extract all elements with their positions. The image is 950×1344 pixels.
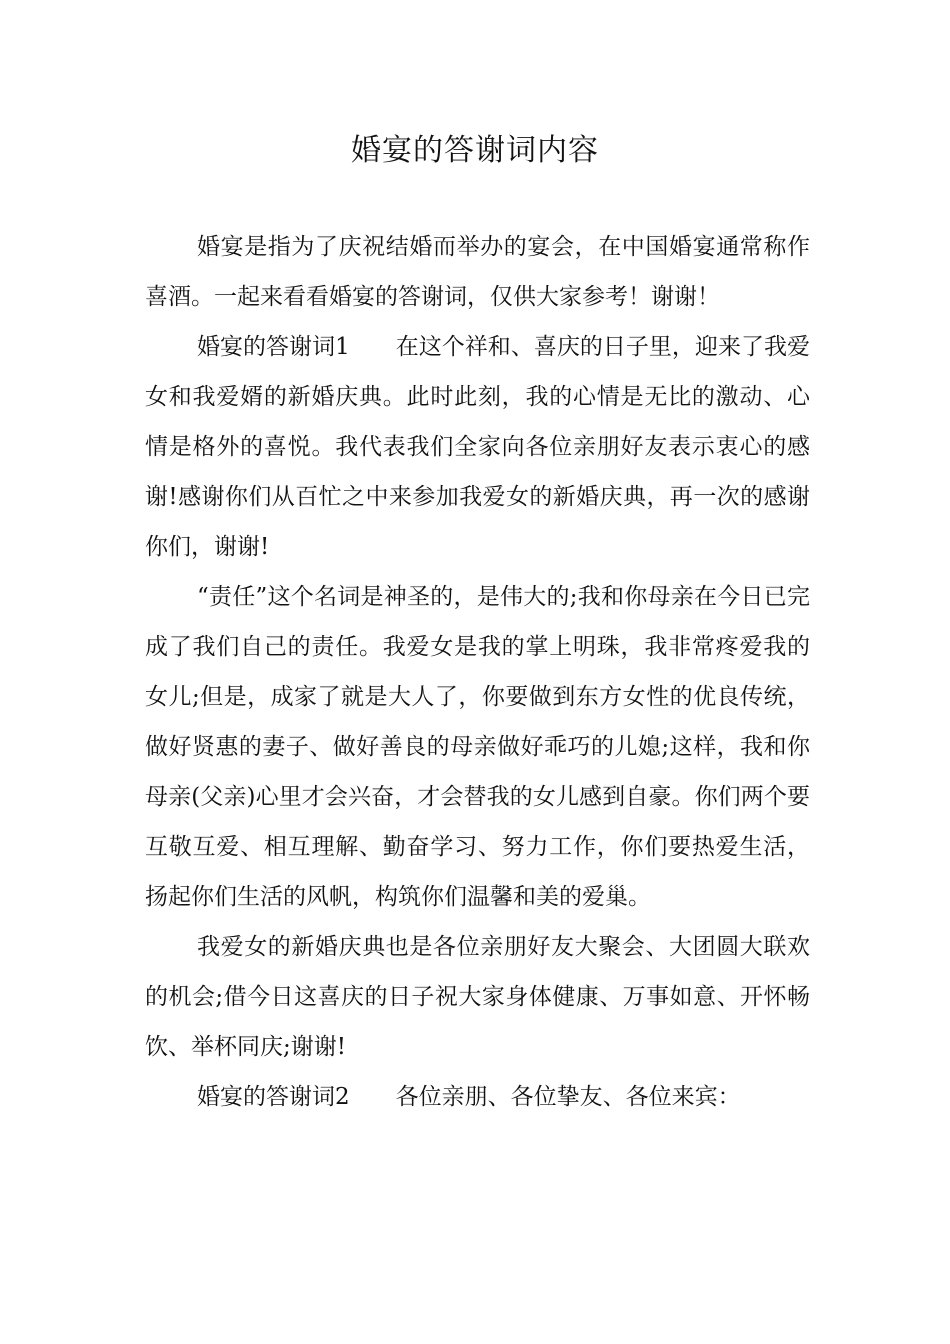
section-heading: 婚宴的答谢词2 bbox=[197, 1084, 350, 1110]
paragraph-text: 各位亲朋、各位挚友、各位来宾： bbox=[395, 1084, 741, 1110]
section-heading: 婚宴的答谢词1 bbox=[197, 334, 350, 360]
document-title: 婚宴的答谢词内容 bbox=[351, 133, 599, 168]
document-body bbox=[145, 222, 810, 1122]
paragraph-text: 婚宴是指为了庆祝结婚而举办的宴会，在中国婚宴通常称作喜酒。一起来看看婚宴的答谢词，仅供大家参考！谢谢！ bbox=[145, 234, 810, 310]
paragraph-text: 在这个祥和、喜庆的日子里，迎来了我爱女和我爱婿的新婚庆典。此时此刻，我的心情是无比的激动、心情是格外的喜悦。我代表我们全家向各位亲朋好友表示衷心的感谢!感谢你们从百忙之中来参加我爱女的新婚庆典，再一次的感谢你们，谢谢! bbox=[145, 334, 811, 560]
paragraph-speech-2 bbox=[145, 1072, 810, 1122]
paragraph-gathering bbox=[145, 922, 810, 1072]
paragraph-intro bbox=[145, 222, 810, 322]
paragraph-speech-1 bbox=[145, 322, 810, 572]
paragraph-responsibility bbox=[145, 572, 810, 922]
paragraph-text: “责任”这个名词是神圣的，是伟大的;我和你母亲在今日已完成了我们自己的责任。我爱女是我的掌上明珠，我非常疼爱我的女儿;但是，成家了就是大人了，你要做到东方女性的优良传统，做好贤惠的妻子、做好善良的母亲做好乖巧的儿媳;这样，我和你母亲(父亲)心里才会兴奋，才会替我的女儿感到自豪。你们两个要互敬互爱、相互理解、勤奋学习、努力工作，你们要热爱生活，扬起你们生活的风帆，构筑你们温馨和美的爱巢。 bbox=[145, 584, 810, 910]
paragraph-text: 我爱女的新婚庆典也是各位亲朋好友大聚会、大团圆大联欢的机会;借今日这喜庆的日子祝大家身体健康、万事如意、开怀畅饮、举杯同庆;谢谢! bbox=[145, 934, 810, 1060]
